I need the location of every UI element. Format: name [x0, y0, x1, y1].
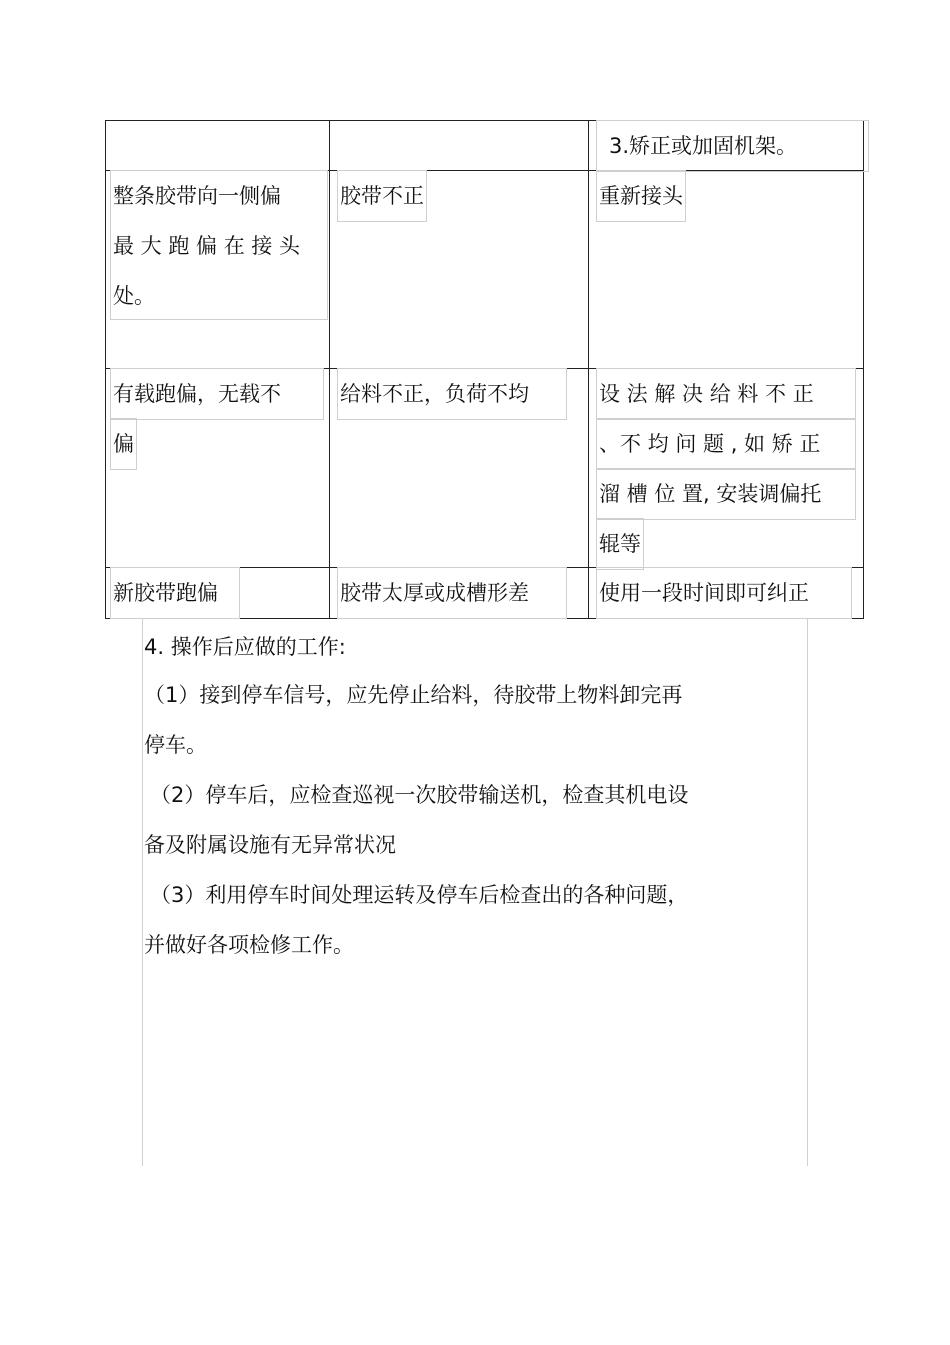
table-row-1-cause: 胶带不正: [337, 170, 427, 222]
section-line: （2）停车后，应检查巡视一次胶带输送机，检查其机电设: [150, 783, 689, 807]
section-line: 停车。: [144, 733, 207, 757]
table-rule-right: [863, 120, 864, 619]
section-line: （1）接到停车信号，应先停止给料，待胶带上物料卸完再: [144, 683, 683, 707]
section-line: 并做好各项检修工作。: [144, 933, 354, 957]
table-rule-col1: [329, 120, 330, 619]
table-row-3-cause: 胶带太厚或成槽形差: [337, 567, 567, 619]
table-row-2-remedy-line-2: 溜 槽 位 置, 安装调偏托: [596, 468, 856, 520]
table-row-2-phenomenon-line-0: 有载跑偏，无载不: [110, 368, 324, 420]
section-line: （3）利用停车时间处理运转及停车后检查出的各种问题，: [150, 883, 689, 907]
table-row-1-phenomenon: [110, 170, 328, 320]
table-rule-col2: [588, 120, 589, 619]
phenomenon-line: 最 大 跑 偏 在 接 头: [113, 234, 301, 258]
table-row-2-cause: 给料不正，负荷不均: [337, 368, 567, 420]
table-row-0-remedy: 3.矫正或加固机架。: [596, 120, 869, 172]
table-row-2-remedy-line-1: 、不 均 问 题 , 如 矫 正: [596, 418, 856, 470]
troubleshooting-table: [105, 120, 864, 619]
table-row-2-remedy-line-0: 设 法 解 决 给 料 不 正: [596, 368, 856, 420]
frame-line-right: [807, 619, 808, 1166]
table-row-3-phenomenon: 新胶带跑偏: [110, 567, 240, 619]
section-heading: 4. 操作后应做的工作:: [144, 635, 346, 659]
table-row-1-remedy: 重新接头: [596, 170, 686, 222]
phenomenon-line: 处。: [113, 284, 155, 308]
table-row-2-remedy-line-3: 辊等: [596, 518, 644, 570]
phenomenon-line: 整条胶带向一侧偏: [113, 184, 281, 208]
section-line: 备及附属设施有无异常状况: [144, 833, 396, 857]
frame-line-left: [142, 619, 143, 1166]
table-row-3-remedy: 使用一段时间即可纠正: [596, 567, 852, 619]
table-row-2-phenomenon-line-1: 偏: [110, 418, 137, 470]
table-rule-left: [105, 120, 106, 619]
